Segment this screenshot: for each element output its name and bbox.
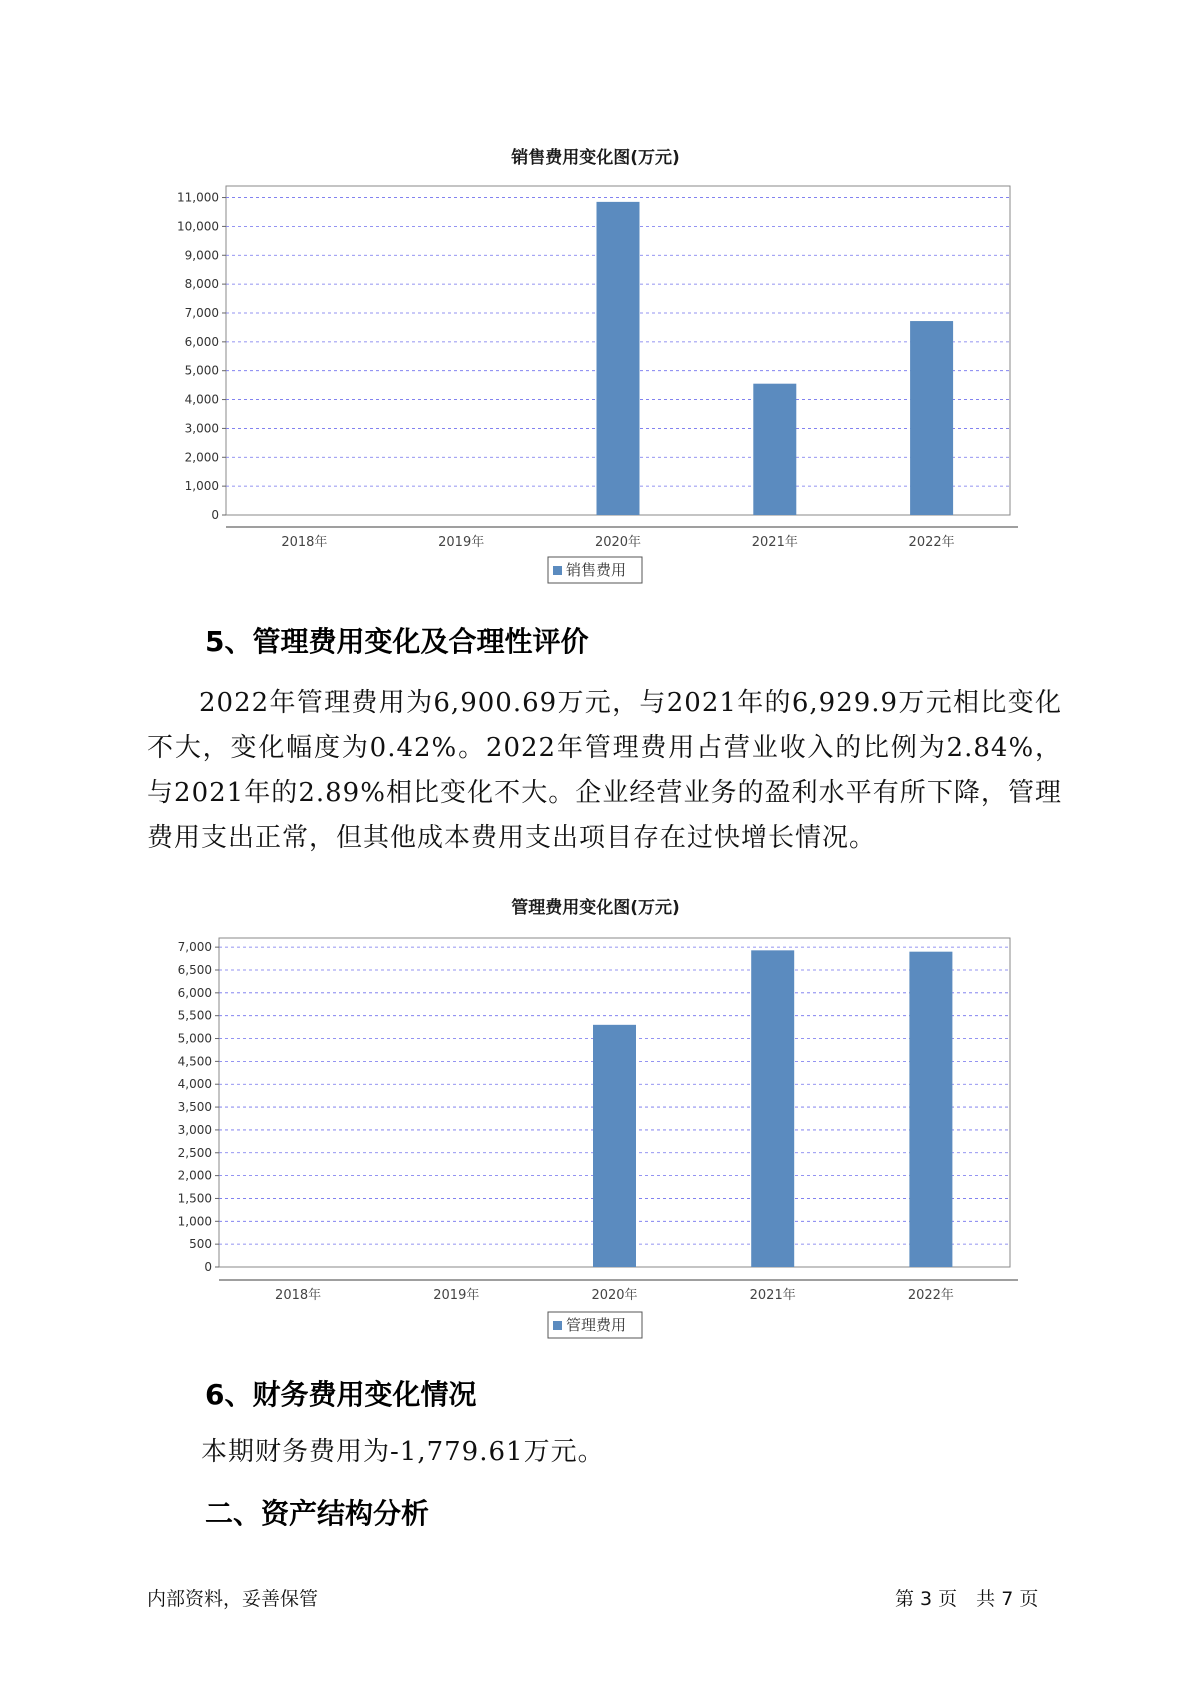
y-tick-label: 7,000 bbox=[184, 305, 219, 320]
x-tick-label: 2019年 bbox=[433, 1288, 480, 1303]
y-tick-label: 3,000 bbox=[184, 421, 219, 436]
footer-page-number: 第 3 页 共 7 页 bbox=[895, 1588, 1039, 1610]
y-tick-label: 2,000 bbox=[184, 450, 219, 465]
x-tick-label: 2020年 bbox=[591, 1288, 638, 1303]
y-tick-label: 4,500 bbox=[177, 1054, 212, 1069]
y-tick-label: 9,000 bbox=[184, 248, 219, 263]
section5-heading: 5、管理费用变化及合理性评价 bbox=[205, 625, 589, 658]
legend-swatch bbox=[553, 1321, 562, 1330]
chart1-title: 销售费用变化图(万元) bbox=[511, 148, 680, 168]
x-tick-label: 2019年 bbox=[438, 535, 485, 550]
x-tick-label: 2021年 bbox=[751, 535, 798, 550]
legend-label: 管理费用 bbox=[566, 1316, 627, 1334]
y-tick-label: 4,000 bbox=[184, 392, 219, 407]
bar-2021年 bbox=[751, 950, 794, 1267]
y-tick-label: 8,000 bbox=[184, 277, 219, 292]
y-tick-label: 4,000 bbox=[177, 1077, 212, 1092]
y-tick-label: 1,000 bbox=[177, 1214, 212, 1229]
y-tick-label: 1,500 bbox=[177, 1191, 212, 1206]
x-tick-label: 2022年 bbox=[908, 535, 955, 550]
x-tick-label: 2020年 bbox=[594, 535, 642, 550]
y-tick-label: 7,000 bbox=[177, 940, 212, 955]
y-tick-label: 2,000 bbox=[177, 1168, 212, 1183]
chart2-title: 管理费用变化图(万元) bbox=[511, 898, 680, 918]
y-tick-label: 6,000 bbox=[177, 985, 212, 1000]
y-tick-label: 2,500 bbox=[177, 1145, 212, 1160]
x-tick-label: 2021年 bbox=[749, 1288, 796, 1303]
x-tick-label: 2022年 bbox=[907, 1288, 954, 1303]
y-tick-label: 5,000 bbox=[177, 1031, 212, 1046]
y-tick-label: 10,000 bbox=[177, 219, 219, 234]
legend-label: 销售费用 bbox=[566, 561, 627, 579]
y-tick-label: 6,500 bbox=[177, 962, 212, 977]
y-tick-label: 0 bbox=[204, 1260, 212, 1274]
y-tick-label: 11,000 bbox=[177, 190, 219, 205]
section6-heading: 6、财务费用变化情况 bbox=[205, 1378, 477, 1411]
y-tick-label: 500 bbox=[189, 1237, 212, 1252]
y-tick-label: 0 bbox=[211, 508, 219, 522]
y-tick-label: 3,500 bbox=[177, 1100, 212, 1115]
bar-2022年 bbox=[909, 952, 952, 1267]
bar-2020年 bbox=[593, 1025, 636, 1267]
y-tick-label: 6,000 bbox=[184, 334, 219, 349]
x-tick-label: 2018年 bbox=[281, 535, 328, 550]
y-tick-label: 5,500 bbox=[177, 1008, 212, 1023]
footer-confidential: 内部资料，妥善保管 bbox=[147, 1588, 319, 1610]
section5-paragraph: 2022年管理费用为6,900.69万元，与2021年的6,929.9万元相比变化不大，变化幅度为0.42%。2022年管理费用占营业收入的比例为2.84%，与2021年的2.89%相比变化不大。企业经营业务的盈利水平有所下降，管理费用支出正常，但其他成本费用支出项目存在过快增长情况。 bbox=[147, 688, 1062, 853]
section-two-heading: 二、资产结构分析 bbox=[205, 1497, 430, 1530]
section6-paragraph: 本期财务费用为-1,779.61万元。 bbox=[201, 1437, 605, 1467]
y-tick-label: 1,000 bbox=[184, 479, 219, 494]
y-tick-label: 5,000 bbox=[184, 363, 219, 378]
x-tick-label: 2018年 bbox=[275, 1288, 322, 1303]
y-tick-label: 3,000 bbox=[177, 1122, 212, 1137]
